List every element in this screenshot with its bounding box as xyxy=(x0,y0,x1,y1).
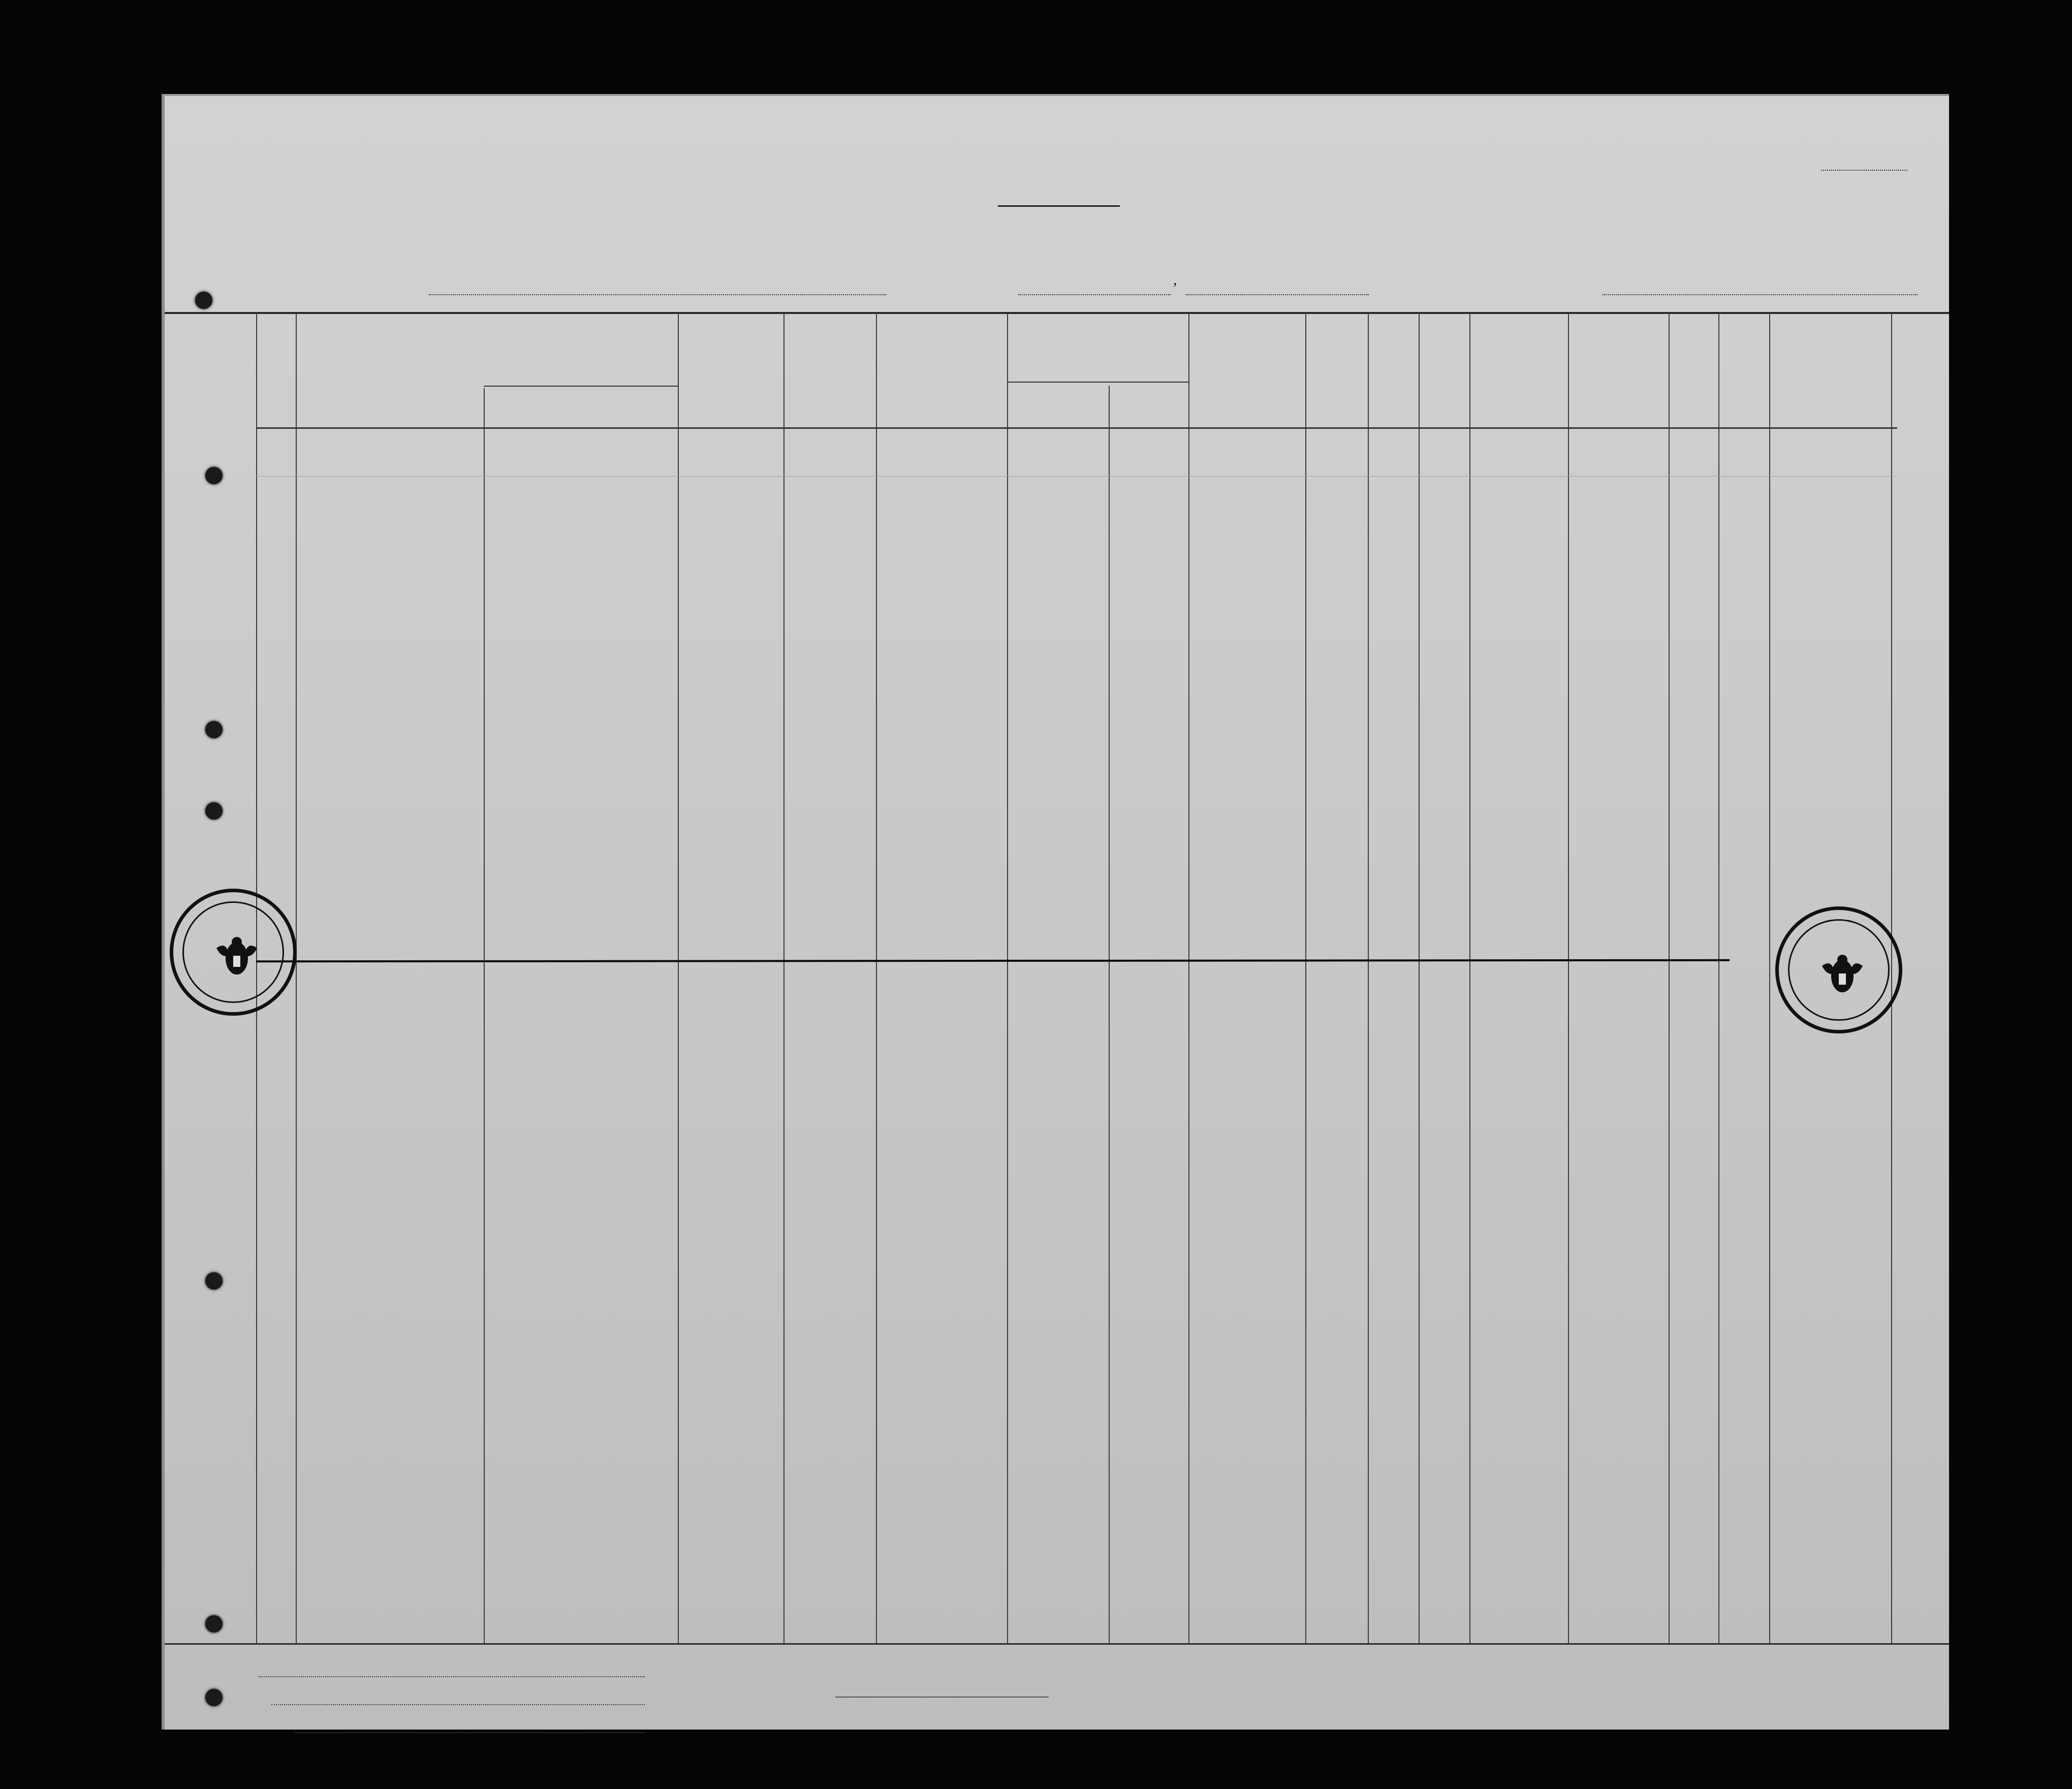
agents-fill-line xyxy=(294,1732,645,1733)
punch-hole xyxy=(205,1689,223,1706)
table-top-rule xyxy=(165,312,1949,314)
punch-hole xyxy=(205,467,223,484)
column-rule xyxy=(678,313,679,1643)
row-strikethrough xyxy=(256,959,1730,963)
comma: , xyxy=(1173,271,1177,288)
column-rule xyxy=(1769,313,1770,1643)
line-fill-line xyxy=(259,1676,645,1677)
column-rule xyxy=(1419,313,1420,1643)
date-fill-line xyxy=(1186,294,1369,295)
column-rule xyxy=(1007,313,1008,1643)
column-rule xyxy=(1469,313,1470,1643)
eagle-emblem-icon xyxy=(1779,910,1906,1037)
table-bottom-rule xyxy=(165,1643,1949,1645)
column-rule xyxy=(1188,313,1189,1643)
vessel-fill-line xyxy=(429,294,886,295)
owners-fill-line xyxy=(271,1704,645,1705)
punch-hole xyxy=(205,1272,223,1290)
punch-hole xyxy=(205,1615,223,1633)
column-rule xyxy=(1305,313,1306,1643)
column-rule xyxy=(1368,313,1369,1643)
punch-hole xyxy=(205,721,223,738)
punch-hole xyxy=(205,802,223,820)
column-rule xyxy=(1568,313,1569,1643)
sheet-number-line xyxy=(1821,170,1907,171)
eagle-emblem-icon xyxy=(173,892,300,1019)
column-rule xyxy=(876,313,877,1643)
consulate-seal-right xyxy=(1775,906,1902,1033)
signature-line xyxy=(835,1697,1049,1698)
title-underline xyxy=(998,205,1120,207)
port-fill-line xyxy=(1018,294,1171,295)
column-rule xyxy=(1718,313,1719,1643)
column-rule xyxy=(1669,313,1670,1643)
from-port-fill-line xyxy=(1603,294,1918,295)
punch-hole xyxy=(195,292,212,309)
column-rule xyxy=(484,388,485,1643)
header-bottom-rule xyxy=(256,427,1897,429)
consulate-seal-left xyxy=(170,889,297,1016)
column-rule xyxy=(783,313,784,1643)
header-subrule xyxy=(484,386,678,387)
row-rule xyxy=(256,476,1897,477)
manifest-sheet xyxy=(162,94,1949,1730)
column-rule xyxy=(1109,386,1110,1643)
header-subrule xyxy=(1007,382,1188,383)
